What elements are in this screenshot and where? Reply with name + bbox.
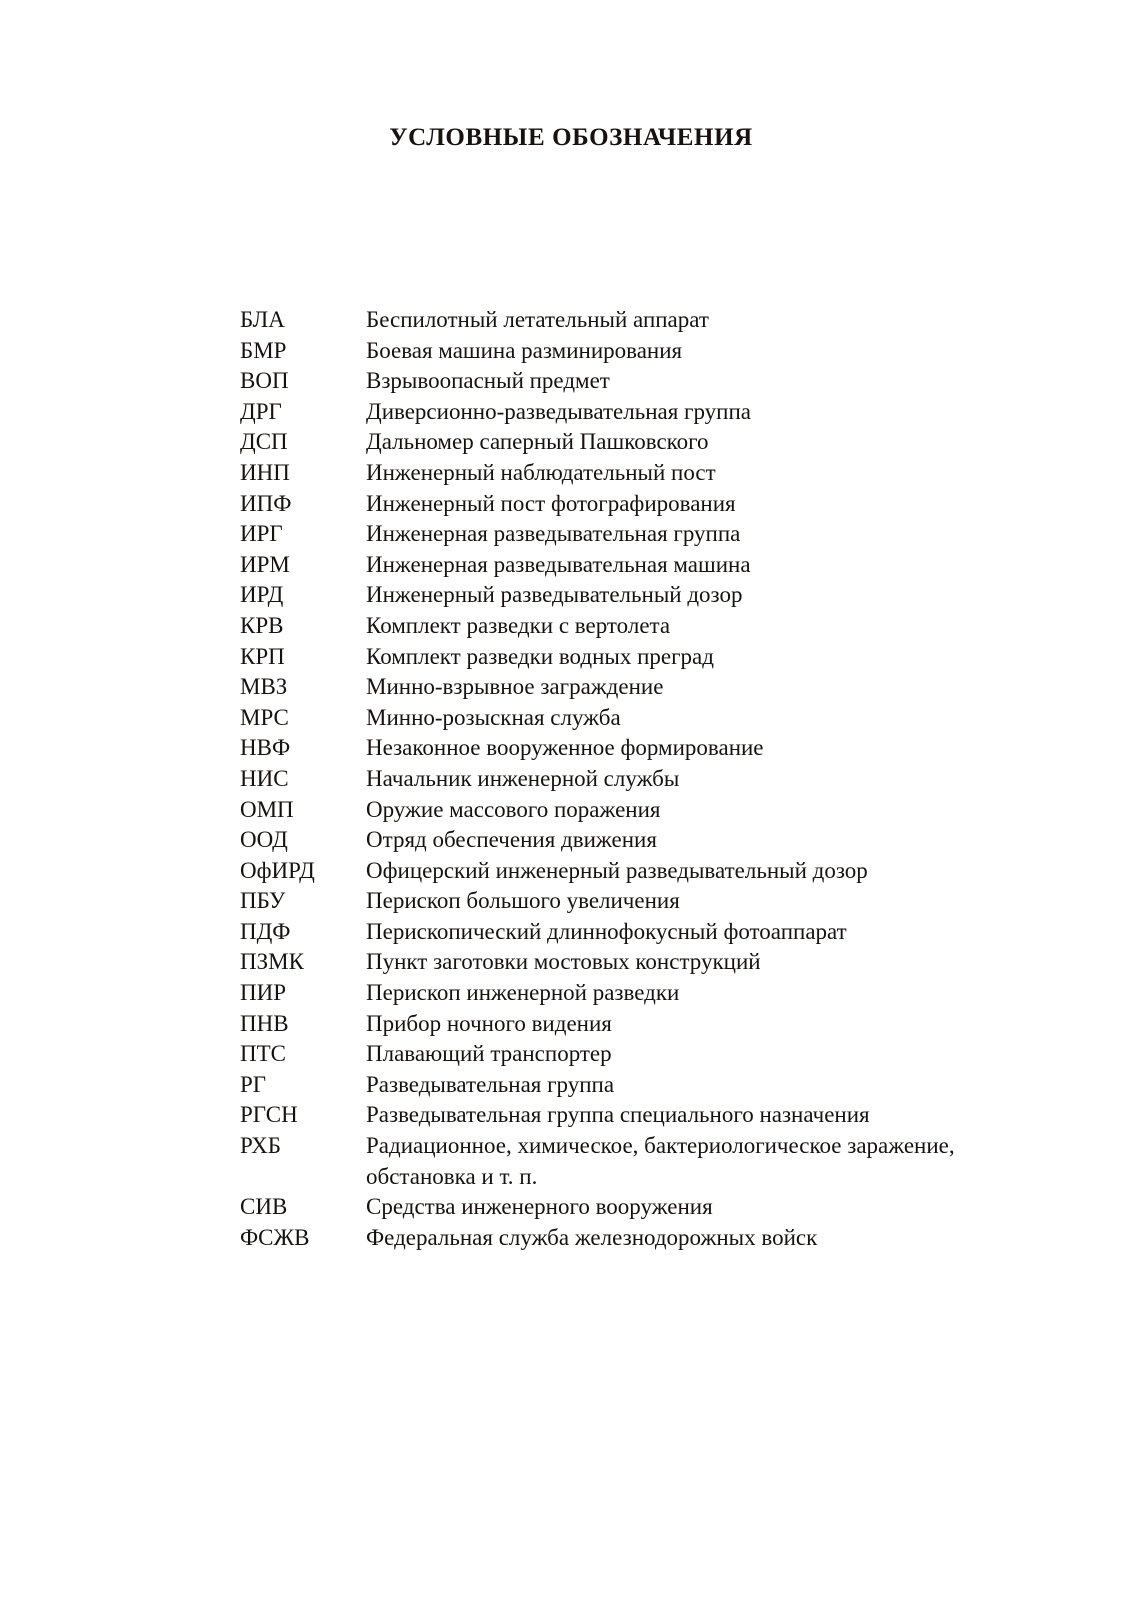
abbreviation-definition (366, 733, 1080, 764)
abbreviation-row (240, 458, 1080, 489)
abbreviation-definition (366, 978, 1080, 1009)
abbreviation-definition (366, 489, 1080, 520)
abbreviation-definition (366, 795, 1080, 826)
abbreviation-definition-line: Перископ большого увеличения (366, 888, 680, 914)
abbreviation-term: МВЗ (240, 674, 288, 700)
abbreviation-definition (366, 947, 1080, 978)
abbreviation-definition-line: Начальник инженерной службы (366, 765, 680, 791)
abbreviation-term: ПБУ (240, 888, 286, 914)
abbreviation-row (240, 795, 1080, 826)
abbreviation-definition-line: Офицерский инженерный разведывательный дозор (366, 857, 868, 883)
abbreviation-definition-line: Пункт заготовки мостовых конструкций (366, 949, 761, 975)
abbreviation-row (240, 397, 1080, 428)
abbreviation-term: ДРГ (240, 398, 282, 424)
abbreviation-term: ИРД (240, 582, 284, 608)
abbreviation-term: БМР (240, 337, 287, 363)
abbreviation-row (240, 703, 1080, 734)
abbreviation-definition (366, 1192, 1080, 1223)
abbreviation-term: МРС (240, 704, 289, 730)
abbreviation-definition-line: Средства инженерного вооружения (366, 1194, 713, 1220)
abbreviation-definition (366, 825, 1080, 856)
abbreviation-row (240, 580, 1080, 611)
abbreviation-definition (366, 366, 1080, 397)
abbreviation-definition-line: Прибор ночного видения (366, 1010, 612, 1036)
abbreviation-definition-line: Перископический длиннофокусный фотоаппарат (366, 918, 847, 944)
abbreviation-row (240, 305, 1080, 336)
abbreviation-row (240, 489, 1080, 520)
abbreviation-definition-line: Взрывоопасный предмет (366, 368, 610, 394)
abbreviation-definition-line: Разведывательная группа специального назначения (366, 1102, 870, 1128)
abbreviation-definition-line: Комплект разведки водных преград (366, 643, 714, 669)
abbreviation-term: ОфИРД (240, 857, 315, 883)
abbreviation-definition (366, 672, 1080, 703)
abbreviation-list (240, 305, 1080, 1253)
abbreviation-definition (366, 397, 1080, 428)
abbreviation-definition (366, 305, 1080, 336)
abbreviation-term: ПНВ (240, 1010, 289, 1036)
abbreviation-definition (366, 917, 1080, 948)
abbreviation-definition-line: Инженерная разведывательная машина (366, 551, 751, 577)
abbreviation-term: ООД (240, 827, 288, 853)
abbreviation-definition-line: обстановка и т. п. (366, 1163, 538, 1189)
abbreviation-term: КРВ (240, 612, 284, 638)
abbreviation-term: ОМП (240, 796, 294, 822)
abbreviation-definition (366, 427, 1080, 458)
abbreviation-definition (366, 642, 1080, 673)
abbreviation-row (240, 1131, 1080, 1192)
abbreviation-definition-line: Диверсионно-разведывательная группа (366, 398, 752, 424)
abbreviation-term: ИНП (240, 459, 290, 485)
page-title: УСЛОВНЫЕ ОБОЗНАЧЕНИЯ (389, 123, 753, 151)
abbreviation-definition-line: Боевая машина разминирования (366, 337, 683, 363)
abbreviation-term: ПИР (240, 980, 287, 1006)
abbreviation-definition (366, 580, 1080, 611)
abbreviation-definition (366, 1009, 1080, 1040)
abbreviation-row (240, 336, 1080, 367)
abbreviation-definition-line: Минно-розыскная служба (366, 704, 621, 730)
abbreviation-definition (366, 458, 1080, 489)
abbreviation-definition (366, 886, 1080, 917)
abbreviation-definition-line: Оружие массового поражения (366, 796, 661, 822)
abbreviation-row (240, 672, 1080, 703)
abbreviation-row (240, 1223, 1080, 1254)
abbreviation-definition-line: Инженерная разведывательная группа (366, 521, 741, 547)
abbreviation-term: РХБ (240, 1133, 281, 1159)
abbreviation-term: ИПФ (240, 490, 292, 516)
abbreviation-term: ИРГ (240, 521, 283, 547)
abbreviation-row (240, 917, 1080, 948)
abbreviation-definition-line: Беспилотный летательный аппарат (366, 307, 709, 332)
abbreviation-definition (366, 336, 1080, 367)
abbreviation-definition-line: Инженерный разведывательный дозор (366, 582, 743, 608)
abbreviation-row (240, 519, 1080, 550)
abbreviation-definition (366, 550, 1080, 581)
abbreviation-row (240, 642, 1080, 673)
abbreviation-row (240, 1039, 1080, 1070)
abbreviation-definition (366, 519, 1080, 550)
abbreviation-row (240, 733, 1080, 764)
abbreviation-term: СИВ (240, 1194, 288, 1220)
abbreviation-row (240, 1070, 1080, 1101)
abbreviation-definition (366, 764, 1080, 795)
abbreviation-definition (366, 703, 1080, 734)
abbreviation-term: НВФ (240, 735, 291, 761)
abbreviation-definition (366, 1223, 1080, 1254)
abbreviation-definition-line: Плавающий транспортер (366, 1041, 612, 1067)
abbreviation-row (240, 856, 1080, 887)
abbreviation-term: НИС (240, 765, 289, 791)
abbreviation-definition (366, 856, 1080, 887)
abbreviation-term: ПТС (240, 1041, 286, 1067)
abbreviation-row (240, 764, 1080, 795)
abbreviation-row (240, 886, 1080, 917)
abbreviation-term: ПЗМК (240, 949, 304, 975)
abbreviation-definition-line: Незаконное вооруженное формирование (366, 735, 764, 761)
abbreviation-term: КРП (240, 643, 285, 669)
abbreviation-definition-line: Комплект разведки с вертолета (366, 612, 671, 638)
abbreviation-term: ВОП (240, 368, 289, 394)
abbreviation-row (240, 978, 1080, 1009)
abbreviation-definition (366, 1070, 1080, 1101)
abbreviation-row (240, 366, 1080, 397)
abbreviation-term: ИРМ (240, 551, 290, 577)
abbreviation-definition-line: Инженерный наблюдательный пост (366, 459, 716, 485)
abbreviation-definition-line: Дальномер саперный Пашковского (366, 429, 709, 455)
abbreviation-row (240, 427, 1080, 458)
abbreviation-definition-line: Разведывательная группа (366, 1071, 615, 1097)
abbreviation-term: РГ (240, 1071, 267, 1097)
abbreviation-term: РГСН (240, 1102, 298, 1128)
abbreviation-row (240, 550, 1080, 581)
abbreviation-definition (366, 1100, 1080, 1131)
abbreviation-definition-line: Отряд обеспечения движения (366, 827, 657, 853)
abbreviation-definition (366, 1131, 1080, 1192)
abbreviation-definition (366, 1039, 1080, 1070)
abbreviation-definition-line: Перископ инженерной разведки (366, 980, 680, 1006)
abbreviation-term: ФСЖВ (240, 1224, 310, 1250)
abbreviation-row (240, 825, 1080, 856)
abbreviation-term: ПДФ (240, 918, 291, 944)
abbreviation-definition-line: Минно-взрывное заграждение (366, 674, 664, 700)
abbreviation-row (240, 1009, 1080, 1040)
abbreviation-row (240, 1192, 1080, 1223)
abbreviation-term: БЛА (240, 307, 285, 332)
abbreviation-row (240, 1100, 1080, 1131)
abbreviation-definition (366, 611, 1080, 642)
abbreviation-row (240, 611, 1080, 642)
abbreviation-definition-line: Радиационное, химическое, бактериологическое заражение, (366, 1133, 955, 1159)
abbreviation-definition-line: Инженерный пост фотографирования (366, 490, 736, 516)
abbreviation-definition-line: Федеральная служба железнодорожных войск (366, 1224, 818, 1250)
abbreviation-row (240, 947, 1080, 978)
abbreviation-term: ДСП (240, 429, 288, 455)
